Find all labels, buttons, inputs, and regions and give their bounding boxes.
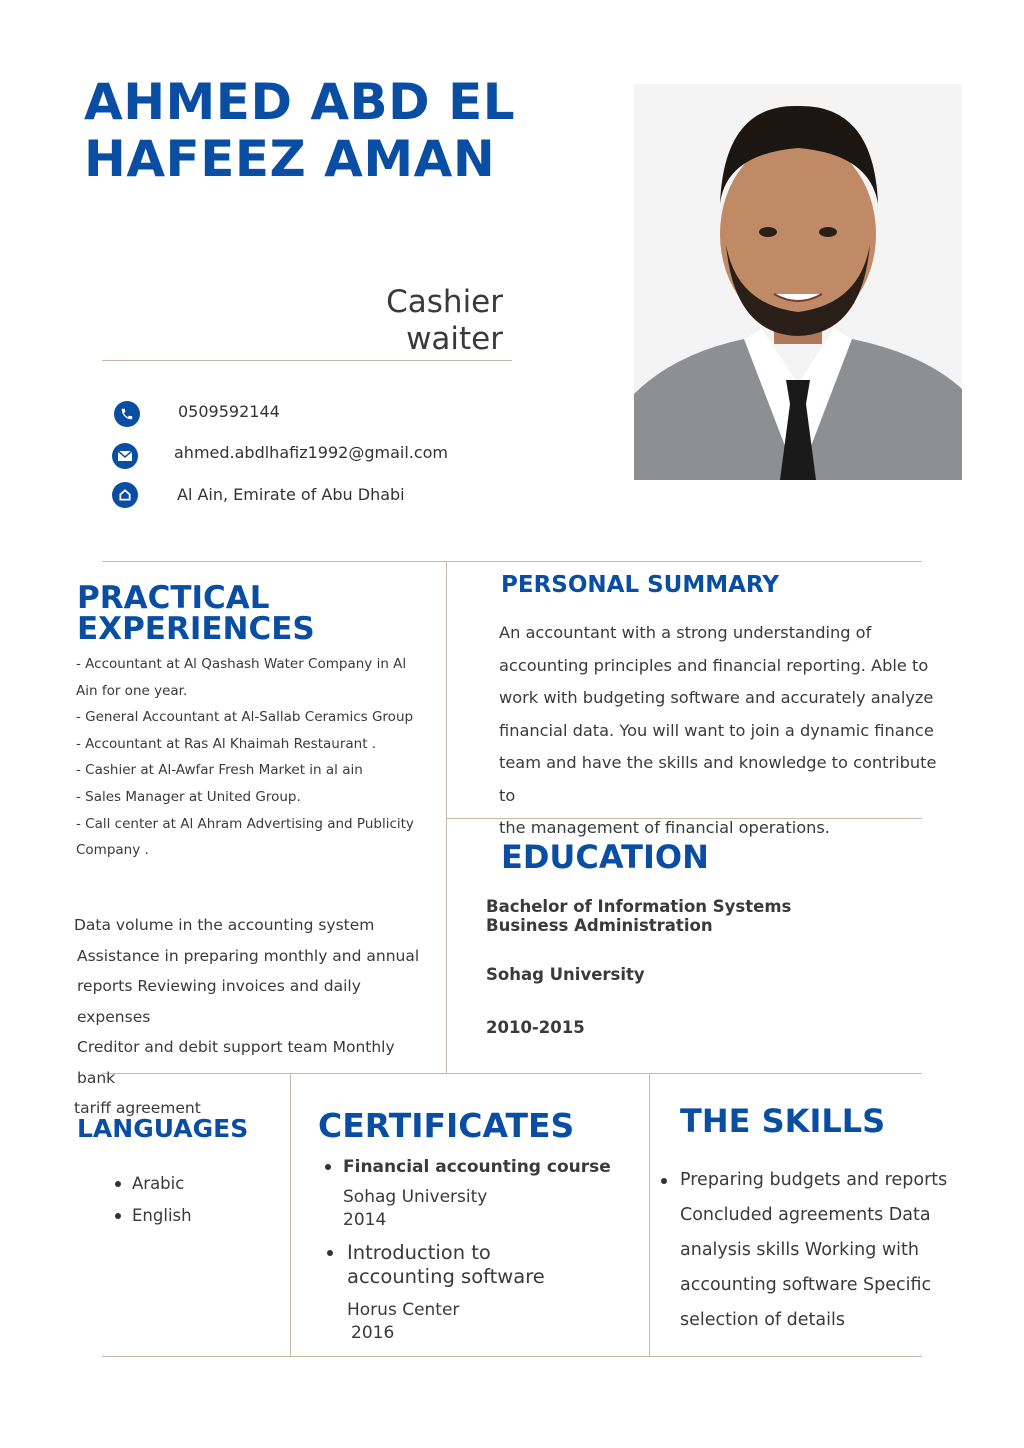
summary-line: the management of financial operations. xyxy=(499,818,830,837)
certificates-title: CERTIFICATES xyxy=(318,1106,575,1145)
certificate-item xyxy=(327,1241,647,1345)
summary-line: team and have the skills and knowledge to contribute to xyxy=(499,753,937,805)
experience-line: Company . xyxy=(76,842,149,859)
summary-line: work with budgeting software and accurately analyze xyxy=(499,688,934,707)
certificate-year: 2014 xyxy=(343,1210,387,1230)
languages-title: LANGUAGES xyxy=(77,1114,249,1143)
job-title-line1: Cashier xyxy=(386,284,503,320)
divider-certificates-skills xyxy=(649,1073,650,1356)
candidate-name xyxy=(84,74,604,188)
summary-line: An accountant with a strong understanding of xyxy=(499,623,872,642)
skills-line: accounting software Specific xyxy=(680,1275,932,1295)
location: Al Ain, Emirate of Abu Dhabi xyxy=(177,485,405,504)
education-title: EDUCATION xyxy=(501,838,709,876)
duties-line: Assistance in preparing monthly and annual xyxy=(77,946,420,965)
profile-photo xyxy=(634,84,962,480)
languages-list xyxy=(115,1168,192,1232)
bullet-icon xyxy=(327,1250,333,1256)
certificate-name: Financial accounting course xyxy=(343,1157,611,1177)
certificate-issuer: Horus Center xyxy=(347,1300,460,1320)
summary-line: accounting principles and financial reporting. Able to xyxy=(499,655,929,675)
experience-line: - General Accountant at Al-Sallab Ceramics Group xyxy=(76,709,414,726)
certificate-issuer: Sohag University xyxy=(343,1187,488,1207)
email-address[interactable]: ahmed.abdlhafiz1992@gmail.com xyxy=(174,443,449,462)
skills-title: THE SKILLS xyxy=(680,1102,886,1140)
divider-top xyxy=(102,561,922,562)
bullet-icon xyxy=(661,1178,667,1184)
experience-title-line1: PRACTICAL xyxy=(77,580,270,616)
skills-line: selection of details xyxy=(680,1310,845,1330)
header-divider xyxy=(102,360,512,361)
job-title xyxy=(300,284,503,358)
duties-line: tariff agreement xyxy=(74,1099,201,1117)
certificate-name-line1: Introduction to xyxy=(347,1241,491,1264)
experience-title-line2: EXPERIENCES xyxy=(77,611,315,647)
skills-text xyxy=(680,1163,980,1338)
experience-line: - Call center at Al Ahram Advertising and Publicity xyxy=(76,815,414,832)
language-item xyxy=(115,1168,192,1200)
summary-text xyxy=(499,617,939,845)
candidate-name-line2: HAFEEZ AMAN xyxy=(84,130,496,188)
experience-title xyxy=(77,580,315,647)
certificate-year: 2016 xyxy=(351,1323,395,1343)
duties-text xyxy=(74,910,434,1124)
education-university: Sohag University xyxy=(486,965,645,984)
mail-icon xyxy=(112,443,138,469)
divider-footer xyxy=(102,1356,922,1357)
certificate-name-line2: accounting software xyxy=(347,1265,545,1288)
language-item xyxy=(115,1200,192,1232)
phone-icon xyxy=(114,401,140,427)
skills-line: analysis skills Working with xyxy=(680,1240,920,1260)
education-degree xyxy=(486,897,791,935)
experience-line: - Sales Manager at United Group. xyxy=(76,788,301,805)
experience-line: - Cashier at Al-Awfar Fresh Market in al ain xyxy=(76,762,363,779)
divider-middle-vertical xyxy=(446,561,447,1073)
summary-title: PERSONAL SUMMARY xyxy=(501,572,780,598)
experience-line: - Accountant at Al Qashash Water Company in Al xyxy=(76,656,407,672)
phone-number[interactable]: 0509592144 xyxy=(178,402,280,421)
duties-line: Data volume in the accounting system xyxy=(74,916,375,934)
language-label: English xyxy=(132,1206,192,1225)
degree-line2: Business Administration xyxy=(486,916,713,935)
skills-line: Preparing budgets and reports xyxy=(680,1170,948,1190)
experience-line: - Accountant at Ras Al Khaimah Restaurant . xyxy=(76,735,377,752)
summary-line: financial data. You will want to join a dynamic finance xyxy=(499,720,934,740)
degree-line1: Bachelor of Information Systems xyxy=(486,897,792,916)
experience-list xyxy=(76,651,436,864)
duties-line: Creditor and debit support team Monthly bank xyxy=(77,1038,395,1087)
job-title-line2: waiter xyxy=(406,321,503,357)
bullet-icon xyxy=(115,1181,121,1187)
bullet-icon xyxy=(325,1164,331,1170)
candidate-name-line1: AHMED ABD EL xyxy=(84,73,516,131)
education-years: 2010-2015 xyxy=(486,1018,585,1037)
home-icon xyxy=(112,482,138,508)
language-label: Arabic xyxy=(132,1174,185,1193)
certificate-item xyxy=(325,1155,645,1232)
experience-line: Ain for one year. xyxy=(76,682,188,699)
skills-line: Concluded agreements Data xyxy=(680,1205,931,1225)
duties-line: reports Reviewing invoices and daily expenses xyxy=(77,977,361,1026)
bullet-icon xyxy=(115,1213,121,1219)
